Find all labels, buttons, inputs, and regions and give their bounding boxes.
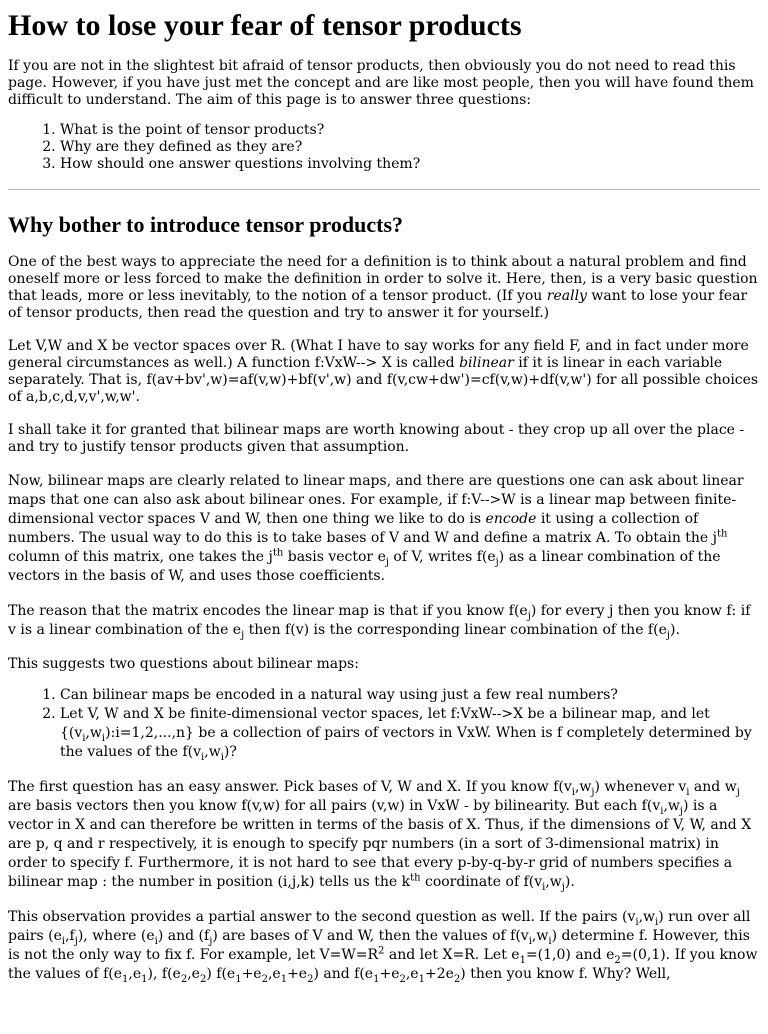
list-item: 1. What is the point of tensor products? — [60, 122, 760, 139]
intro-paragraph: If you are not in the slightest bit afraid of tensor products, then obviously you do not need to read this page. However, if you have just met the concept and are like most people, then you will have found them difficult to understand. The aim of this page is to answer three questions: — [8, 58, 754, 108]
section-heading: Why bother to introduce tensor products? — [8, 212, 404, 237]
paragraph: Let V,W and X be vector spaces over R. (What I have to say works for any field F, and in fact under more general circumstances as well.) A function f:VxW--> X is called bilinear if it is linear in each variable separately. That is, f(av+bv',w)=af(v,w)+bf(v',w) and f(v,cw+dw')=cf(v,w)+df(v,w') for all possible choices of a,b,c,d,v,v',w,w'. — [8, 338, 759, 405]
paragraph: One of the best ways to appreciate the need for a definition is to think about a natural problem and find oneself more or less forced to make the definition in order to solve it. Here, then, is a very basic question that leads, more or less inevitably, to the notion of a tensor product. (If you really want to lose your fear of tensor products, then read the question and try to answer it for yourself.) — [8, 254, 758, 321]
questions-list — [8, 122, 760, 173]
paragraph: The first question has an easy answer. Pick bases of V, W and X. If you know $f(v_i,w_j)$ whenever $v_i$ and $w_j$ are basis vectors then you know f(v,w) for all pairs (v,w) in VxW - by bilinearity. But each $f(v_i,w_j)$ is a vector in X and can therefore be written in terms of the basis of X. Thus, if the dimensions of V, W, and X are p, q and r respectively, it is enough to specify pqr numbers (in a sort of 3-dimensional matrix) in order to specify f. Furthermore, it is not hard to see that every p-by-q-by-r grid of numbers specifies a bilinear map : the number in position (i,j,k) tells us the $k^{th}$ coordinate of $f(v_i,w_j)$. — [8, 779, 752, 893]
page-title: How to lose your fear of tensor products — [8, 9, 522, 42]
paragraph: This observation provides a partial answer to the second question as well. If the pairs $(v_i,w_i)$ run over all pairs $(e_i,f_j)$, where $(e_i)$ and $(f_j)$ are bases of V and W, then the values of $f(v_i,w_i)$ determine f. However, this is not the only way to fix f. For example, let $V=W=R^2$ and let X=R. Let $e_1=(1,0)$ and $e_2=(0,1)$. If you know the values of $f(e_1,e_1)$, $f(e_2,e_2)$ $f(e_1+e_2,e_1+e_2)$ and $f(e_1+e_2,e_1+2e_2)$ then you know f. Why? Well, — [8, 909, 758, 985]
paragraph: Now, bilinear maps are clearly related to linear maps, and there are questions one can ask about linear maps that one can also ask about bilinear ones. For example, if f:V-->W is a linear map between finite-dimensional vector spaces V and W, then one thing we like to do is encode it using a collection of numbers. The usual way to do this is to take bases of V and W and define a matrix A. To obtain the $j^{th}$ column of this matrix, one takes the $j^{th}$ basis vector $e_j$ of V, writes $f(e_j)$ as a linear combination of the vectors in the basis of W, and uses those coefficients. — [8, 473, 744, 584]
bilinear-questions-list — [8, 686, 760, 762]
paragraph: I shall take it for granted that bilinear maps are worth knowing about - they crop up all over the place - and try to justify tensor products given that assumption. — [8, 422, 745, 455]
list-item: 1. Can bilinear maps be encoded in a natural way using just a few real numbers? — [60, 686, 760, 705]
paragraph: The reason that the matrix encodes the linear map is that if you know $f(e_j)$ for every j then you know f: if v is a linear combination of the $e_j$ then f(v) is the corresponding linear combination of the $f(e_j)$. — [8, 603, 751, 641]
section-divider — [8, 189, 760, 190]
list-item: 2. Let V, W and X be finite-dimensional vector spaces, let f:VxW-->X be a bilinear map, and let $\{(v_i,w_i):i=1,2,...,n\}$ be a collection of pairs of vectors in VxW. When is f completely determined by the values of the $f(v_i,w_i)$? — [60, 705, 760, 762]
document-page — [0, 10, 768, 984]
list-item: 3. How should one answer questions involving them? — [60, 156, 760, 173]
paragraph: This suggests two questions about bilinear maps: — [8, 656, 359, 672]
list-item: 2. Why are they defined as they are? — [60, 139, 760, 156]
